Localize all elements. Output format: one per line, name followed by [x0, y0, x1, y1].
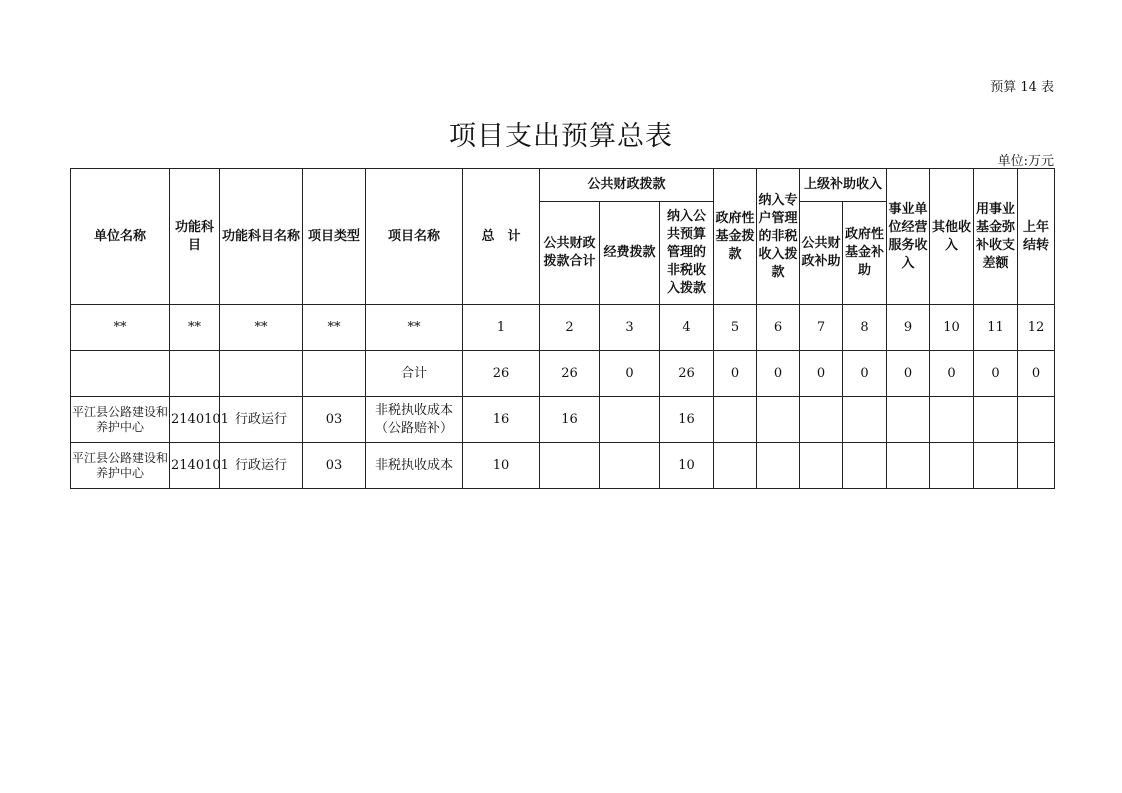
- table-cell: 行政运行: [220, 443, 303, 489]
- table-cell: 0: [930, 351, 974, 397]
- table-cell: **: [220, 305, 303, 351]
- table-cell: [714, 397, 757, 443]
- col-proj-type: 项目类型: [303, 169, 366, 305]
- form-number: 预算 14 表: [990, 80, 1054, 95]
- index-row: [71, 305, 1055, 351]
- table-cell: 0: [800, 351, 843, 397]
- table-cell: [843, 397, 887, 443]
- table-cell: 26: [463, 351, 540, 397]
- table-cell: [757, 397, 800, 443]
- table-cell: 10: [930, 305, 974, 351]
- table-cell: [170, 351, 220, 397]
- table-cell: 非税执收成本（公路赔补）: [366, 397, 463, 443]
- table-cell: 11: [974, 305, 1018, 351]
- table-cell: [930, 443, 974, 489]
- table-cell: 10: [660, 443, 714, 489]
- table-row: [71, 443, 1055, 489]
- table-cell: [800, 443, 843, 489]
- table-cell: [843, 443, 887, 489]
- table-cell: 7: [800, 305, 843, 351]
- table-cell: **: [170, 305, 220, 351]
- col-carryover: 上年结转: [1018, 169, 1055, 305]
- table-cell: 16: [660, 397, 714, 443]
- table-cell: 26: [540, 351, 600, 397]
- table-cell: [714, 443, 757, 489]
- table-cell: 9: [887, 305, 930, 351]
- table-cell: 0: [600, 351, 660, 397]
- col-public-finance: 公共财政拨款: [540, 169, 714, 202]
- col-upper-subsidy: 上级补助收入: [800, 169, 887, 202]
- table-row: [71, 397, 1055, 443]
- col-biz-income: 事业单位经营服务收入: [887, 169, 930, 305]
- table-cell: 0: [1018, 351, 1055, 397]
- table-cell: **: [303, 305, 366, 351]
- col-other-income: 其他收入: [930, 169, 974, 305]
- table-cell: 16: [540, 397, 600, 443]
- table-cell: [220, 351, 303, 397]
- table-cell: [974, 443, 1018, 489]
- table-cell: 合计: [366, 351, 463, 397]
- table-cell: [974, 397, 1018, 443]
- table-cell: [540, 443, 600, 489]
- table-cell: 5: [714, 305, 757, 351]
- table-cell: [1018, 397, 1055, 443]
- table-cell: [303, 351, 366, 397]
- table-cell: [71, 351, 170, 397]
- table-cell: 0: [887, 351, 930, 397]
- table-cell: 平江县公路建设和养护中心: [71, 397, 170, 443]
- table-cell: **: [366, 305, 463, 351]
- total-row: [71, 351, 1055, 397]
- col-us-public: 公共财政补助: [800, 202, 843, 305]
- table-cell: [887, 443, 930, 489]
- table-cell: 2140101: [170, 397, 220, 443]
- col-total: 总 计: [463, 169, 540, 305]
- table-cell: 8: [843, 305, 887, 351]
- table-cell: 0: [714, 351, 757, 397]
- col-pf-nontax: 纳入公共预算管理的非税收入拨款: [660, 202, 714, 305]
- table-cell: 2: [540, 305, 600, 351]
- table-cell: 平江县公路建设和养护中心: [71, 443, 170, 489]
- table-cell: [600, 443, 660, 489]
- table-cell: 2140101: [170, 443, 220, 489]
- table-cell: 03: [303, 443, 366, 489]
- table-cell: 4: [660, 305, 714, 351]
- col-biz-fund: 用事业基金弥补收支差额: [974, 169, 1018, 305]
- table-cell: 非税执收成本: [366, 443, 463, 489]
- table-cell: [887, 397, 930, 443]
- table-cell: 1: [463, 305, 540, 351]
- col-unit-name: 单位名称: [71, 169, 170, 305]
- col-func-name: 功能科目名称: [220, 169, 303, 305]
- col-gov-fund: 政府性基金拨款: [714, 169, 757, 305]
- table-cell: 12: [1018, 305, 1055, 351]
- budget-table: [70, 168, 1055, 489]
- table-cell: [600, 397, 660, 443]
- table-cell: 26: [660, 351, 714, 397]
- col-func-code: 功能科目: [170, 169, 220, 305]
- table-cell: 03: [303, 397, 366, 443]
- table-cell: [757, 443, 800, 489]
- col-us-govfund: 政府性基金补助: [843, 202, 887, 305]
- table-cell: 16: [463, 397, 540, 443]
- col-special-nontax: 纳入专户管理的非税收入拨款: [757, 169, 800, 305]
- table-cell: 6: [757, 305, 800, 351]
- table-cell: [930, 397, 974, 443]
- unit-label: 单位:万元: [997, 154, 1054, 169]
- table-cell: 行政运行: [220, 397, 303, 443]
- table-cell: 0: [843, 351, 887, 397]
- table-cell: 10: [463, 443, 540, 489]
- col-proj-name: 项目名称: [366, 169, 463, 305]
- col-pf-fee: 经费拨款: [600, 202, 660, 305]
- table-cell: [1018, 443, 1055, 489]
- table-cell: 3: [600, 305, 660, 351]
- table-cell: **: [71, 305, 170, 351]
- table-cell: 0: [757, 351, 800, 397]
- col-pf-total: 公共财政拨款合计: [540, 202, 600, 305]
- table-cell: 0: [974, 351, 1018, 397]
- table-cell: [800, 397, 843, 443]
- page-title: 项目支出预算总表: [449, 121, 673, 152]
